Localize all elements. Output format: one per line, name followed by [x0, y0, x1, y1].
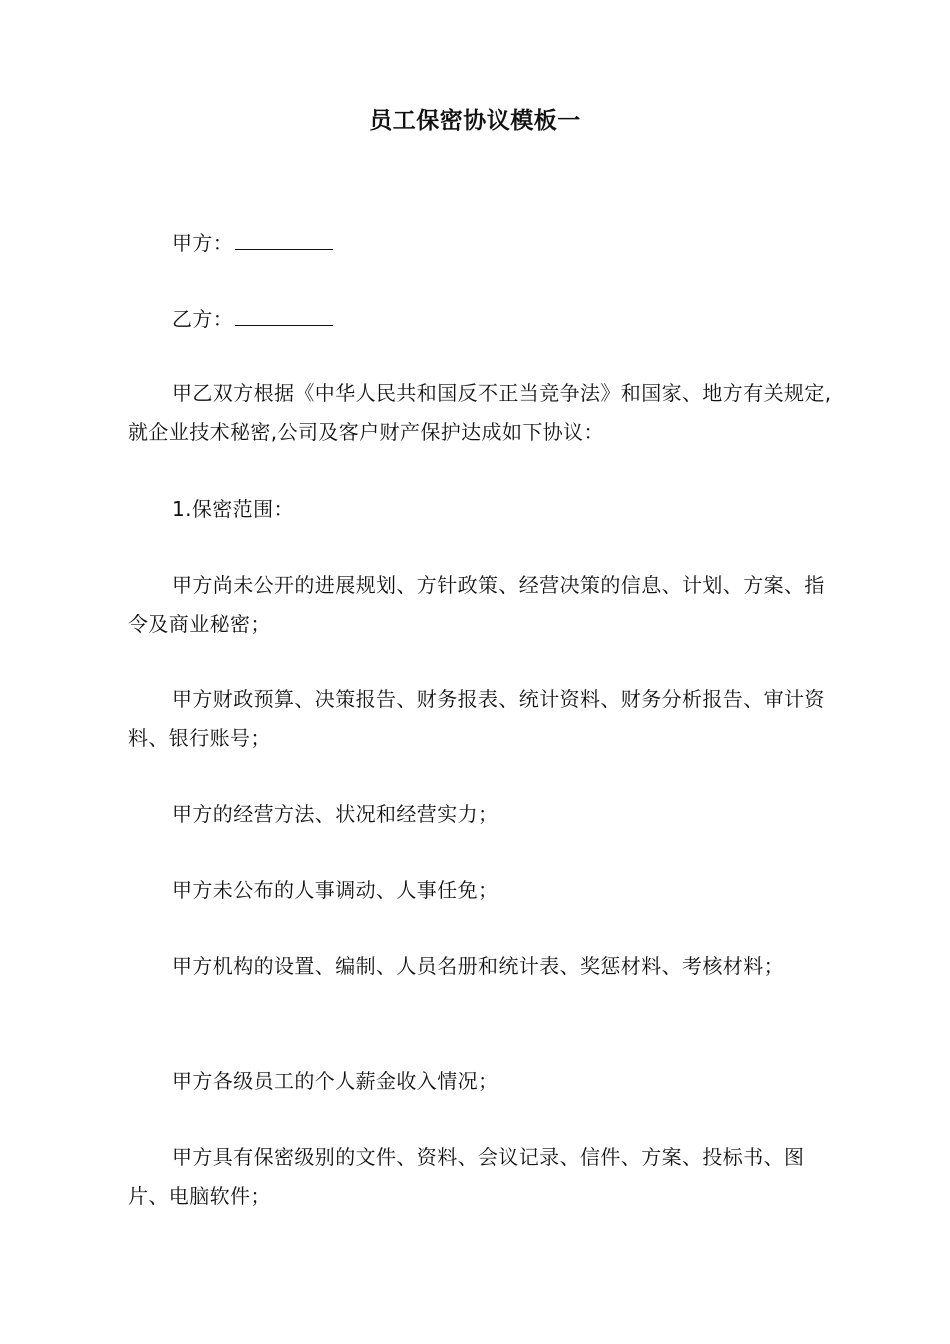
party-a-blank: [235, 231, 333, 250]
list-item: 甲方的经营方法、状况和经营实力；: [172, 802, 499, 826]
list-item: 甲方各级员工的个人薪金收入情况；: [172, 1069, 499, 1093]
list-item: 甲方尚未公开的进展规划、方针政策、经营决策的信息、计划、方案、指令及商业秘密；: [128, 573, 825, 636]
list-item: 甲方未公布的人事调动、人事任免；: [172, 878, 499, 902]
document-title: 员工保密协议模板一: [369, 108, 581, 134]
list-item: 甲方财政预算、决策报告、财务报表、统计资料、财务分析报告、审计资料、银行账号；: [128, 687, 825, 750]
party-a-label: 甲方：: [172, 231, 234, 255]
section-heading: 1.保密范围：: [172, 497, 294, 521]
preamble-paragraph: 甲乙双方根据《中华人民共和国反不正当竞争法》和国家、地方有关规定,就企业技术秘密,公司及客户财产保护达成如下协议：: [128, 381, 832, 444]
party-b-line: [128, 300, 833, 339]
list-item: 甲方具有保密级别的文件、资料、会议记录、信件、方案、投标书、图片、电脑软件；: [128, 1145, 805, 1208]
list-item: 甲方机构的设置、编制、人员名册和统计表、奖惩材料、考核材料；: [172, 954, 784, 978]
party-a-line: [128, 224, 833, 263]
party-b-blank: [235, 307, 333, 326]
party-b-label: 乙方：: [172, 307, 234, 331]
